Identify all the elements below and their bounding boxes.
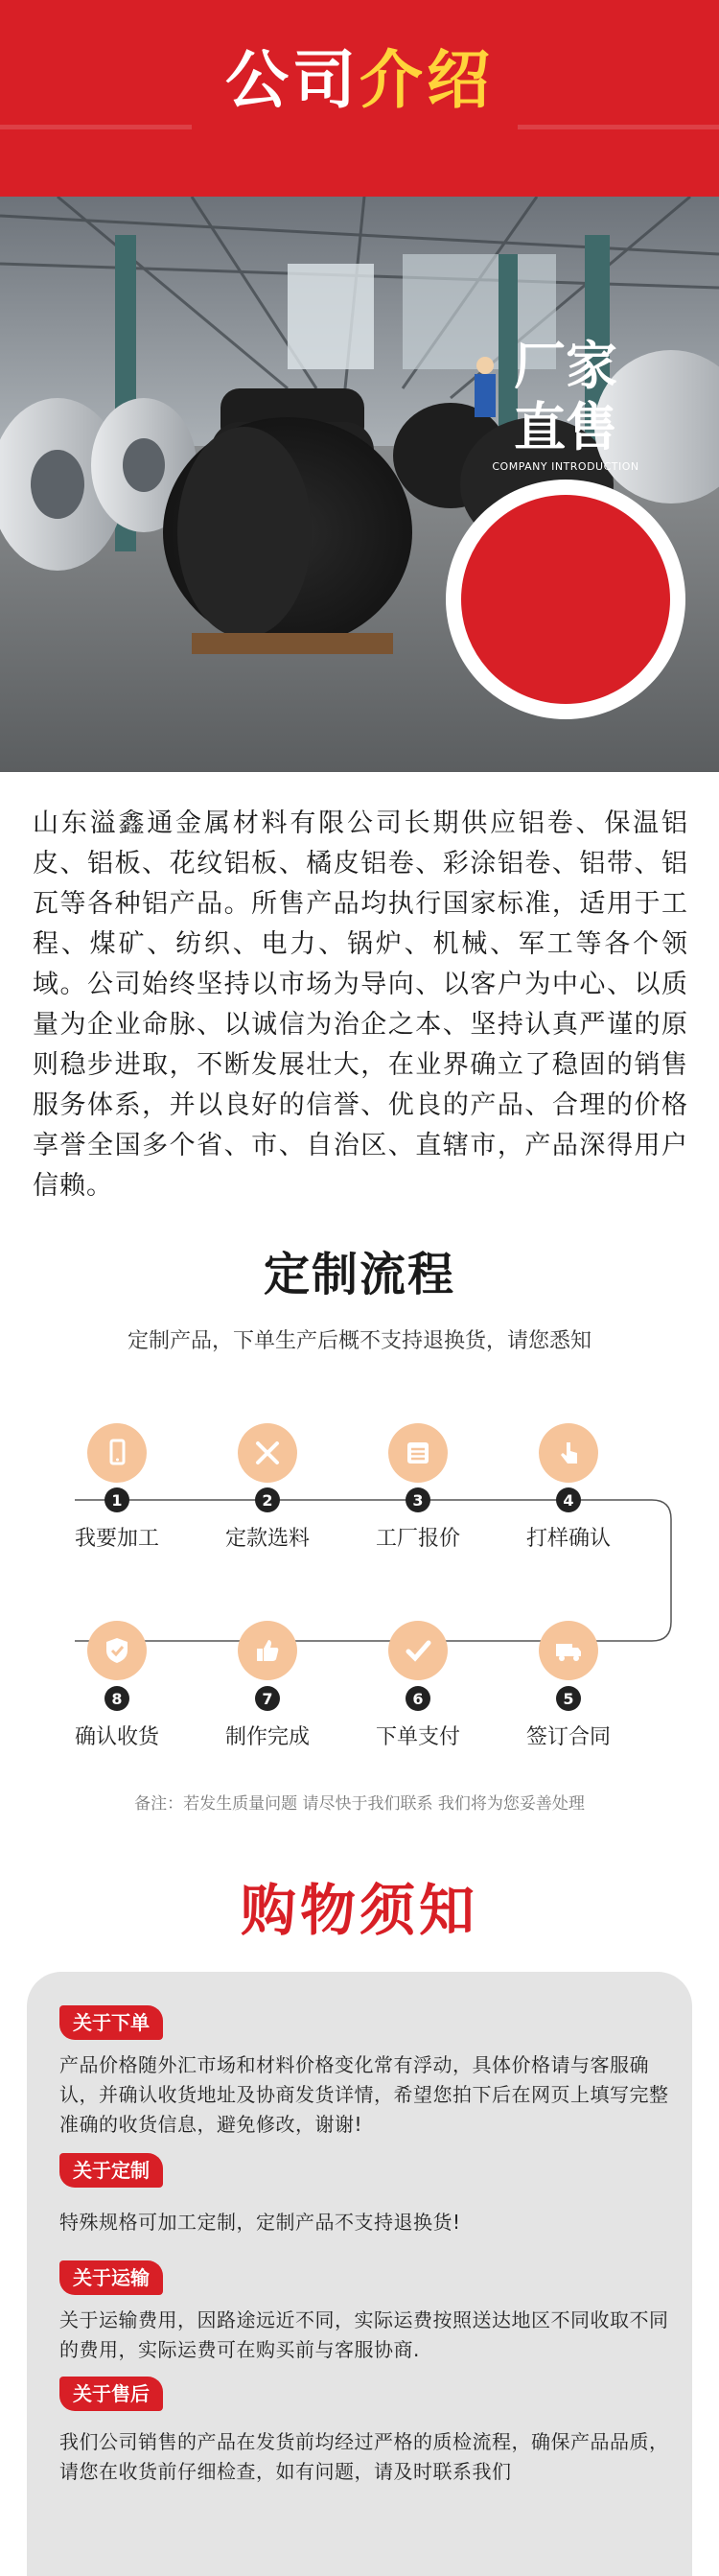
step-number: 7 xyxy=(255,1686,280,1711)
step-number: 1 xyxy=(104,1487,129,1512)
process-note: 备注：若发生质量问题 请尽快于我们联系 我们将为您妥善处理 xyxy=(134,1794,585,1814)
badge-line-1: 厂家 xyxy=(514,336,617,396)
factory-illustration xyxy=(0,197,719,772)
step-label: 制作完成 xyxy=(224,1725,310,1749)
step-5-truck-icon xyxy=(539,1621,598,1680)
notice-tag-shipping: 关于运输 xyxy=(59,2260,163,2295)
step-number: 2 xyxy=(255,1487,280,1512)
step-label: 打样确认 xyxy=(525,1527,611,1551)
notice-text-order: 产品价格随外汇市场和材料价格变化常有浮动，具体价格请与客服确认，并确认收货地址及协商发货详情，希望您拍下后在网页上填写完整准确的收货信息，避免修改，谢谢! xyxy=(59,2053,669,2136)
step-1-phone-icon xyxy=(87,1423,147,1483)
header-decor-line xyxy=(0,125,192,129)
process-subtitle: 定制产品，下单生产后概不支持退换货，请您悉知 xyxy=(127,1329,591,1353)
step-label: 工厂报价 xyxy=(375,1527,460,1551)
step-number: 8 xyxy=(104,1686,129,1711)
step-6-check-icon xyxy=(388,1621,448,1680)
process-title: 定制流程 xyxy=(263,1248,455,1301)
notice-tag-custom: 关于定制 xyxy=(59,2153,163,2188)
notice-tag-aftersale: 关于售后 xyxy=(59,2377,163,2411)
header-banner xyxy=(0,0,719,197)
step-label: 签订合同 xyxy=(525,1725,611,1749)
step-4-touch-icon xyxy=(539,1423,598,1483)
step-8-shield-icon xyxy=(87,1621,147,1680)
notice-title: 购物须知 xyxy=(240,1878,478,1943)
notice-text-custom: 特殊规格可加工定制，定制产品不支持退换货! xyxy=(59,2211,461,2234)
badge-line-2: 直售 xyxy=(514,397,617,457)
step-label: 下单支付 xyxy=(375,1725,460,1749)
header-decor-line xyxy=(518,125,719,129)
step-number: 5 xyxy=(556,1686,581,1711)
step-label: 定款选料 xyxy=(224,1527,310,1551)
step-number: 3 xyxy=(406,1487,430,1512)
factory-photo xyxy=(0,197,719,772)
step-2-tools-icon xyxy=(238,1423,297,1483)
notice-text-shipping: 关于运输费用，因路途远近不同，实际运费按照送达地区不同收取不同的费用，实际运费可在购买前与客服协商. xyxy=(59,2308,669,2361)
step-label: 确认收货 xyxy=(74,1725,159,1749)
step-3-list-icon xyxy=(388,1423,448,1483)
step-number: 6 xyxy=(406,1686,430,1711)
step-number: 4 xyxy=(556,1487,581,1512)
page-title: 公司介绍 xyxy=(225,43,494,117)
direct-sale-badge xyxy=(458,336,673,476)
notice-tag-order: 关于下单 xyxy=(59,2005,163,2040)
badge-subtitle: COMPANY INTRODUCTION xyxy=(492,460,639,473)
step-7-thumbs-up-icon xyxy=(238,1621,297,1680)
company-intro-text: 山东溢鑫通金属材料有限公司长期供应铝卷、保温铝皮、铝板、花纹铝板、橘皮铝卷、彩涂铝卷、铝带、铝瓦等各种铝产品。所售产品均执行国家标准，适用于工程、煤矿、纺织、电力、锅炉、机械、军工等各个领域。公司始终坚持以市场为导向、以客户为中心、以质量为企业命脉、以诚信为治企之本、坚持认真严谨的原则稳步进取，不断发展壮大，在业界确立了稳固的销售服务体系，并以良好的信誉、优良的产品、合理的价格享誉全国多个省、市、自治区、直辖市，产品深得用户信赖。 xyxy=(33,808,688,1201)
notice-text-aftersale: 我们公司销售的产品在发货前均经过严格的质检流程，确保产品品质，请您在收货前仔细检查，如有问题，请及时联系我们 xyxy=(59,2430,669,2483)
step-label: 我要加工 xyxy=(74,1527,159,1551)
